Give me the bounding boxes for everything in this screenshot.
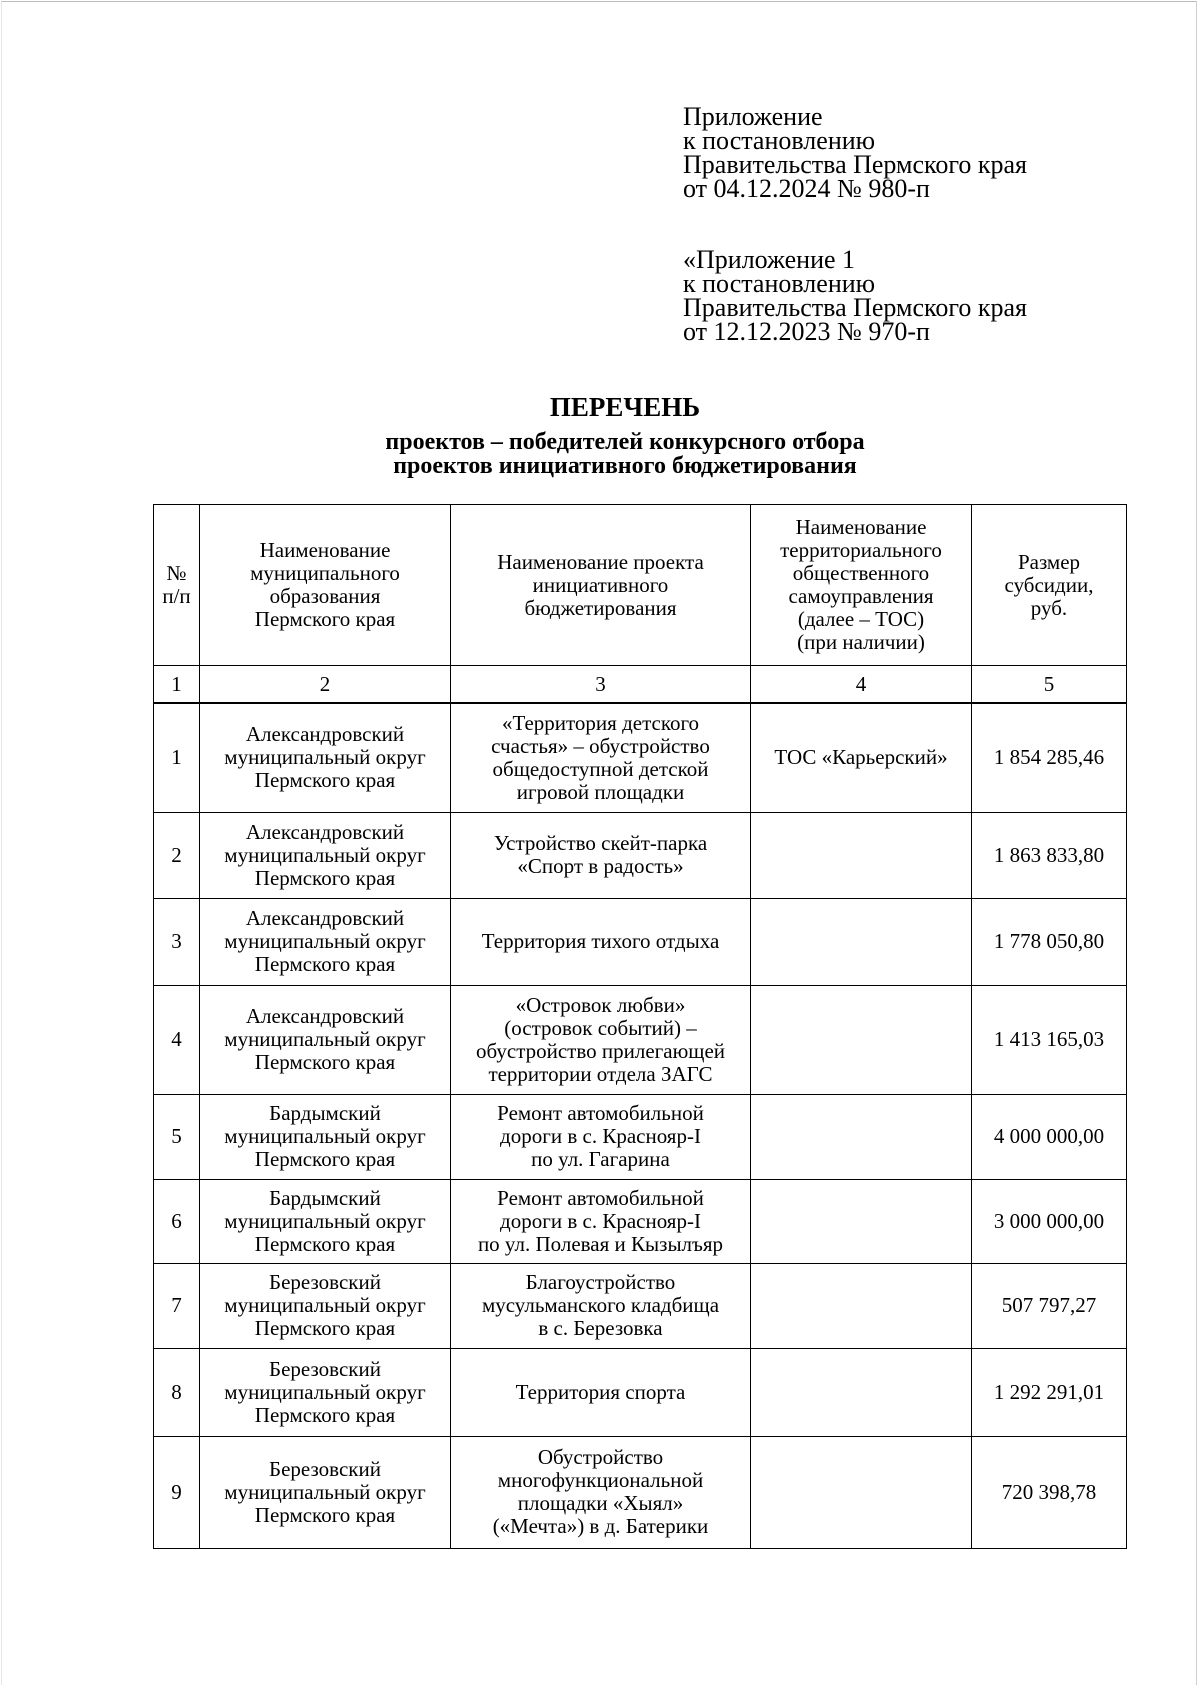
municipality-cell: Александровский муниципальный округ Пермского края [200,812,451,898]
subsidy-amount-cell: 3 000 000,00 [972,1179,1127,1263]
column-number: 1 [154,666,200,704]
project-name-cell: «Территория детского счастья» – обустройство общедоступной детской игровой площадки [451,703,751,812]
project-name-cell: Обустройство многофункциональной площадки «Хыял» («Мечта») в д. Батерики [451,1436,751,1548]
row-number-cell: 8 [154,1348,200,1436]
approval-line: Приложение [683,102,823,131]
approval-line: от 12.12.2023 № 970-п [683,317,930,346]
column-number: 4 [751,666,972,704]
header-number: № п/п [154,505,200,666]
approval-line: «Приложение 1 [683,245,856,274]
table-row [154,1179,1127,1263]
tos-cell [751,985,972,1094]
row-number-cell: 4 [154,985,200,1094]
column-number: 2 [200,666,451,704]
tos-cell [751,1263,972,1348]
row-number-cell: 6 [154,1179,200,1263]
subsidy-amount-cell: 1 413 165,03 [972,985,1127,1094]
tos-cell [751,812,972,898]
table-row [154,1094,1127,1179]
column-number: 3 [451,666,751,704]
table-header-row [154,505,1127,666]
approval-line: Правительства Пермского края [683,150,1027,179]
project-name-cell: Территория тихого отдыха [451,898,751,985]
municipality-cell: Бардымский муниципальный округ Пермского края [200,1094,451,1179]
municipality-cell: Александровский муниципальный округ Пермского края [200,898,451,985]
document-title: ПЕРЕЧЕНЬ [549,392,701,422]
row-number-cell: 7 [154,1263,200,1348]
row-number-cell: 3 [154,898,200,985]
tos-cell [751,1436,972,1548]
approval-block-original [683,245,1103,346]
approval-line: Правительства Пермского края [683,293,1027,322]
header-project: Наименование проекта инициативного бюджетирования [451,505,751,666]
subsidy-amount-cell: 720 398,78 [972,1436,1127,1548]
municipality-cell: Березовский муниципальный округ Пермского края [200,1263,451,1348]
project-name-cell: «Островок любви» (островок событий) – обустройство прилегающей территории отдела ЗАГС [451,985,751,1094]
municipality-cell: Березовский муниципальный округ Пермского края [200,1436,451,1548]
table-row [154,703,1127,812]
tos-cell [751,1094,972,1179]
project-name-cell: Устройство скейт-парка «Спорт в радость» [451,812,751,898]
header-amount: Размер субсидии, руб. [972,505,1127,666]
project-name-cell: Ремонт автомобильной дороги в с. Краснояр-I по ул. Гагарина [451,1094,751,1179]
projects-table [153,504,1127,1549]
tos-cell: ТОС «Карьерский» [751,703,972,812]
subsidy-amount-cell: 1 863 833,80 [972,812,1127,898]
table-row [154,1436,1127,1548]
header-tos: Наименование территориального общественного самоуправления (далее – ТОС) (при наличии) [751,505,972,666]
subsidy-amount-cell: 1 292 291,01 [972,1348,1127,1436]
table-row [154,1263,1127,1348]
row-number-cell: 9 [154,1436,200,1548]
approval-block-current [683,102,1103,203]
tos-cell [751,898,972,985]
tos-cell [751,1348,972,1436]
approval-line: к постановлению [683,126,876,155]
table-row [154,985,1127,1094]
header-municipality: Наименование муниципального образования Пермского края [200,505,451,666]
subtitle-line: проектов – победителей конкурсного отбора [385,429,865,455]
subsidy-amount-cell: 4 000 000,00 [972,1094,1127,1179]
project-name-cell: Благоустройство мусульманского кладбища в с. Березовка [451,1263,751,1348]
project-name-cell: Территория спорта [451,1348,751,1436]
municipality-cell: Александровский муниципальный округ Пермского края [200,985,451,1094]
subsidy-amount-cell: 1 778 050,80 [972,898,1127,985]
project-name-cell: Ремонт автомобильной дороги в с. Краснояр-I по ул. Полевая и Кызылъяр [451,1179,751,1263]
table-row [154,1348,1127,1436]
subtitle-line: проектов инициативного бюджетирования [393,453,857,479]
municipality-cell: Бардымский муниципальный округ Пермского края [200,1179,451,1263]
subsidy-amount-cell: 1 854 285,46 [972,703,1127,812]
column-number-row [154,666,1127,704]
row-number-cell: 2 [154,812,200,898]
table-body [154,703,1127,1548]
municipality-cell: Березовский муниципальный округ Пермского края [200,1348,451,1436]
tos-cell [751,1179,972,1263]
approval-line: к постановлению [683,269,876,298]
row-number-cell: 5 [154,1094,200,1179]
column-number: 5 [972,666,1127,704]
approval-line: от 04.12.2024 № 980-п [683,174,930,203]
document-subtitle [0,430,1200,478]
row-number-cell: 1 [154,703,200,812]
table-row [154,812,1127,898]
municipality-cell: Александровский муниципальный округ Пермского края [200,703,451,812]
subsidy-amount-cell: 507 797,27 [972,1263,1127,1348]
table-row [154,898,1127,985]
